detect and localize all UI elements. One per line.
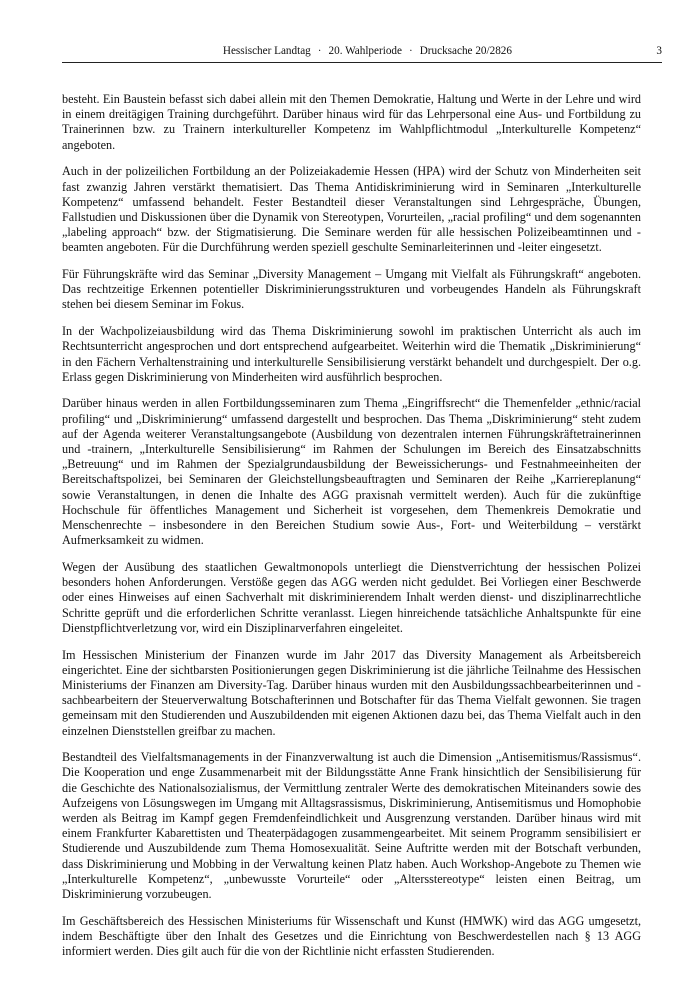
running-header [223, 42, 512, 60]
document-body [62, 92, 641, 971]
header-separator: · [317, 45, 322, 57]
paragraph: besteht. Ein Baustein befasst sich dabei allein mit den Themen Demokratie, Haltung und Werte in der Lehre und wird in einem dreitägigen Training durchgeführt. Darüber hinaus wird für das Lehrpersonal eine Aus- und Fortbildung zu Trainerinnen bzw. zu Trainern interkultureller Kompetenz im Wahlpflichtmodul „Interkulturelle Kompetenz“ angeboten. [62, 92, 641, 152]
paragraph: Im Geschäftsbereich des Hessischen Ministeriums für Wissenschaft und Kunst (HMWK) wird das AGG umgesetzt, indem Beschäftigte über den Inhalt des Gesetzes und die Einrichtung von Beschwerdestellen nach § 13 AGG informiert werden. Dies gilt auch für die von der Richtlinie nicht erfassten Studierenden. [62, 913, 641, 959]
paragraph: In der Wachpolizeiausbildung wird das Thema Diskriminierung sowohl im praktischen Unterricht als auch im Rechtsunterricht angesprochen und dort entsprechend aufgearbeitet. Weiterhin wird die Thematik „Diskriminierung“ in den Fächern Verhaltenstraining und interkulturelle Sensibilisierung verstärkt behandelt und durchgespielt. Der o.g. Erlass gegen Diskriminierung von Minderheiten wird ausführlich besprochen. [62, 324, 641, 384]
page-number: 3 [656, 45, 662, 57]
paragraph: Für Führungskräfte wird das Seminar „Diversity Management – Umgang mit Vielfalt als Führungskraft“ angeboten. Das rechtzeitige Erkennen potentieller Diskriminierungsstrukturen und vorbeugendes Handeln als Führungskraft stehen bei diesem Seminar im Fokus. [62, 267, 641, 312]
paragraph: Im Hessischen Ministerium der Finanzen wurde im Jahr 2017 das Diversity Management als Arbeitsbereich eingerichtet. Eine der sichtbarsten Positionierungen gegen Diskriminierung ist die jährliche Teilnahme des Hessischen Ministeriums der Finanzen am Diversity-Tag. Darüber hinaus wurden mit den Ausbildungssachbearbeiterinnen und -sachbearbeitern der Steuerverwaltung Botschafterinnen und Botschafter für das Thema Vielfalt gewonnen. Sie tragen gemeinsam mit den Studierenden und Auszubildenden mit eigenen Aktionen dazu bei, das Thema Vielfalt auch in den einzelnen Dienststellen greifbar zu machen. [62, 647, 641, 738]
paragraph: Auch in der polizeilichen Fortbildung an der Polizeiakademie Hessen (HPA) wird der Schutz von Minderheiten seit fast zwanzig Jahren verstärkt thematisiert. Das Thema Antidiskriminierung wird in Seminaren „Interkulturelle Kompetenz“ umfassend behandelt. Fester Bestandteil dieser Veranstaltungen sind Lehrgespräche, Übungen, Fallstudien und Diskussionen über die Dynamik von Stereotypen, Vorurteilen, „racial profiling“ und dem sogenannten „labeling approach“ bzw. der Stigmatisierung. Die Seminare werden für alle hessischen Polizeibeamtinnen und -beamten angeboten. Für die Durchführung werden speziell geschulte Seminarleiterinnen und -leiter eingesetzt. [62, 164, 641, 255]
paragraph: Bestandteil des Vielfaltsmanagements in der Finanzverwaltung ist auch die Dimension „Antisemitismus/Rassismus“. Die Kooperation und enge Zusammenarbeit mit der Bildungsstätte Anne Frank hinsichtlich der Sensibilisierung für die Geschichte des Nationalsozialismus, der Vermittlung zentraler Werte des demokratischen Miteinanders sowie des Aufzeigens von Lösungswegen im Umgang mit Alltagsrassismus, Diskriminierung, Antisemitismus und Homophobie werden als Beitrag im Kampf gegen Fremdenfeindlichkeit und Ausgrenzung verstanden. Darüber hinaus wird mit einem Frankfurter Kabarettisten und Theaterpädagogen zusammengearbeitet. Mit seinem Programm sensibilisiert er Studierende und Auszubildende zum Thema Homosexualität. Seine Auftritte werden mit der Botschaft verbunden, dass Diskriminierung und Mobbing in der Verwaltung keinen Platz haben. Auch Workshop-Angebote zu Themen wie „Interkulturelle Kompetenz“, „unbewusste Vorurteile“ oder „Altersstereotype“ leisten einen Beitrag, um Diskriminierung vorzubeugen. [62, 750, 641, 902]
paragraph: Wegen der Ausübung des staatlichen Gewaltmonopols unterliegt die Dienstverrichtung der hessischen Polizei besonders hohen Anforderungen. Verstöße gegen das AGG werden nicht geduldet. Bei Vorliegen einer Beschwerde oder eines Hinweises auf einen Sachverhalt mit diskriminierendem Inhalt werden dienst- und disziplinarrechtliche Schritte geprüft und die erforderlichen Schritte veranlasst. Liegen hinreichende tatsächliche Anhaltspunkte für eine Dienstpflichtverletzung vor, wird ein Disziplinarverfahren eingeleitet. [62, 559, 641, 635]
header-document-number: Drucksache 20/2826 [419, 45, 512, 57]
header-period: 20. Wahlperiode [328, 45, 402, 57]
header-rule [62, 62, 662, 63]
header-parliament: Hessischer Landtag [222, 45, 311, 57]
paragraph: Darüber hinaus werden in allen Fortbildungsseminaren zum Thema „Eingriffsrecht“ die Themenfelder „ethnic/racial profiling“ und „Diskriminierung“ umfassend dargestellt und besprochen. Das Thema „Diskriminierung“ steht zudem auf der Agenda weiterer Veranstaltungsangebote (Ausbildung von dezentralen internen Führungskräftetrainerinnen und -trainern, „Interkulturelle Sensibilisierung“ im Rahmen der Schulungen im Bereich des Einsatzabschnitts „Betreuung“ und im Rahmen der Spezialgrundausbildung der Beweissicherungs- und Festnahmeeinheiten der Bereitschaftspolizei, bei Seminaren der Gleichstellungsbeauftragten und Seminaren der Reihe „Karriereplanung“ sowie Veranstaltungen, in denen die Inhalte des AGG praxisnah vermittelt werden). Auch für die zukünftige Hochschule für öffentliches Management und Sicherheit ist vorgesehen, dem Themenkreis Demokratie und Menschenrechte – insbesondere in den Bereichen Studium sowie Aus-, Fort- und Weiterbildung – verstärkt Aufmerksamkeit zu widmen. [62, 396, 641, 548]
header-separator: · [408, 45, 413, 57]
page-header [62, 42, 662, 60]
